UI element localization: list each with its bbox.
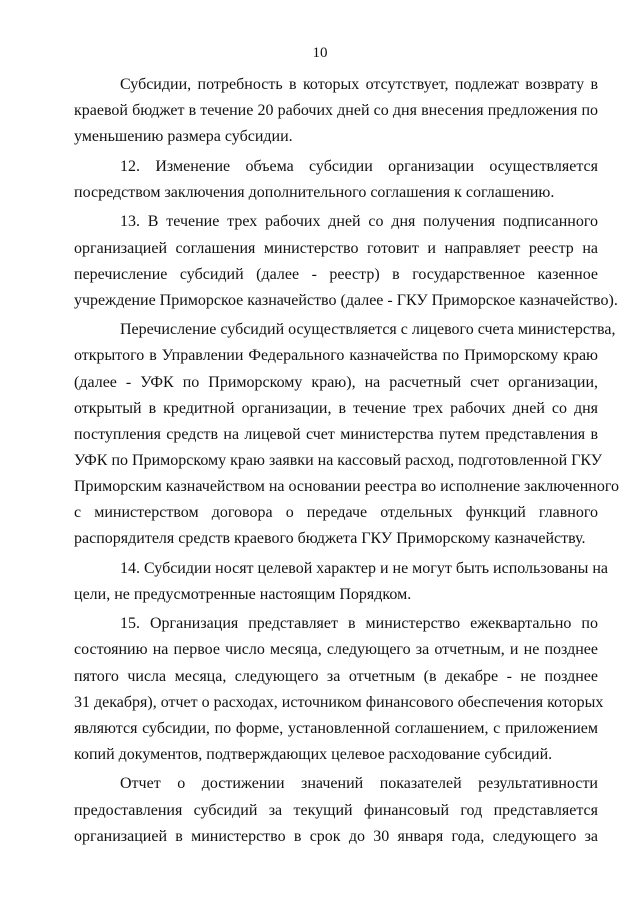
text-line: УФК по Приморскому краю заявки на кассовый расход, подготовленной ГКУ	[74, 451, 603, 469]
text-line: открытого в Управлении Федерального казначейства по Приморскому краю	[74, 347, 598, 365]
text-line: уменьшению размера субсидии.	[74, 128, 293, 146]
text-line: 15. Организация представляет в министерство ежеквартально по	[120, 615, 598, 633]
text-line: поступления средств на лицевой счет министерства путем представления в	[74, 425, 598, 443]
text-line: организацией в министерство в срок до 30 января года, следующего за	[74, 827, 598, 845]
paragraph-transfer-procedure	[74, 317, 619, 552]
text-line: с министерством договора о передаче отдельных функций главного	[74, 504, 598, 521]
text-line: 14. Субсидии носят целевой характер и не могут быть использованы на	[120, 559, 608, 577]
text-line: Приморским казначейством на основании реестра во исполнение заключенного	[74, 477, 619, 495]
text-line: посредством заключения дополнительного соглашения к соглашению.	[74, 183, 555, 201]
text-line: 13. В течение трех рабочих дней со дня получения подписанного	[120, 213, 598, 231]
text-line: перечисление субсидий (далее - реестр) в государственное казенное	[74, 265, 598, 283]
text-line: 12. Изменение объема субсидии организации осуществляется	[120, 157, 598, 175]
paragraph-performance-report	[74, 771, 598, 849]
text-line: копий документов, подтверждающих целевое расходование субсидий.	[74, 745, 553, 763]
page-number: 10	[312, 45, 328, 61]
text-line: распорядителя средств краевого бюджета ГКУ Приморскому казначейству.	[74, 530, 586, 548]
document-body	[74, 72, 619, 850]
text-line: являются субсидии, по форме, установленной соглашением, с приложением	[74, 719, 598, 737]
text-line: пятого числа месяца, следующего за отчетным (в декабре - не позднее	[74, 667, 598, 685]
text-line: цели, не предусмотренные настоящим Порядком.	[74, 585, 412, 603]
text-line: Субсидии, потребность в которых отсутствует, подлежат возврату в	[120, 76, 598, 93]
text-line: состоянию на первое число месяца, следующего за отчетным, и не позднее	[74, 641, 598, 659]
paragraph-item-13	[74, 209, 618, 313]
text-line: 31 декабря), отчет о расходах, источником финансового обеспечения которых	[74, 693, 604, 711]
text-line: открытый в кредитной организации, в течение трех рабочих дней со дня	[74, 399, 598, 417]
text-line: предоставления субсидий за текущий финансовый год представляется	[74, 801, 598, 819]
paragraph-item-12	[74, 154, 598, 206]
text-line: организацией соглашения министерство готовит и направляет реестр на	[74, 239, 598, 257]
paragraph-subsidy-return	[74, 72, 598, 150]
paragraph-item-14	[74, 556, 608, 608]
text-line: учреждение Приморское казначейство (далее - ГКУ Приморское казначейство).	[74, 291, 618, 309]
text-line: Перечисление субсидий осуществляется с лицевого счета министерства,	[120, 321, 616, 339]
text-line: краевой бюджет в течение 20 рабочих дней со дня внесения предложения по	[74, 102, 598, 120]
text-line: (далее - УФК по Приморскому краю), на расчетный счет организации,	[74, 373, 598, 391]
text-line: Отчет о достижении значений показателей результативности	[120, 775, 598, 793]
paragraph-item-15	[74, 611, 604, 768]
